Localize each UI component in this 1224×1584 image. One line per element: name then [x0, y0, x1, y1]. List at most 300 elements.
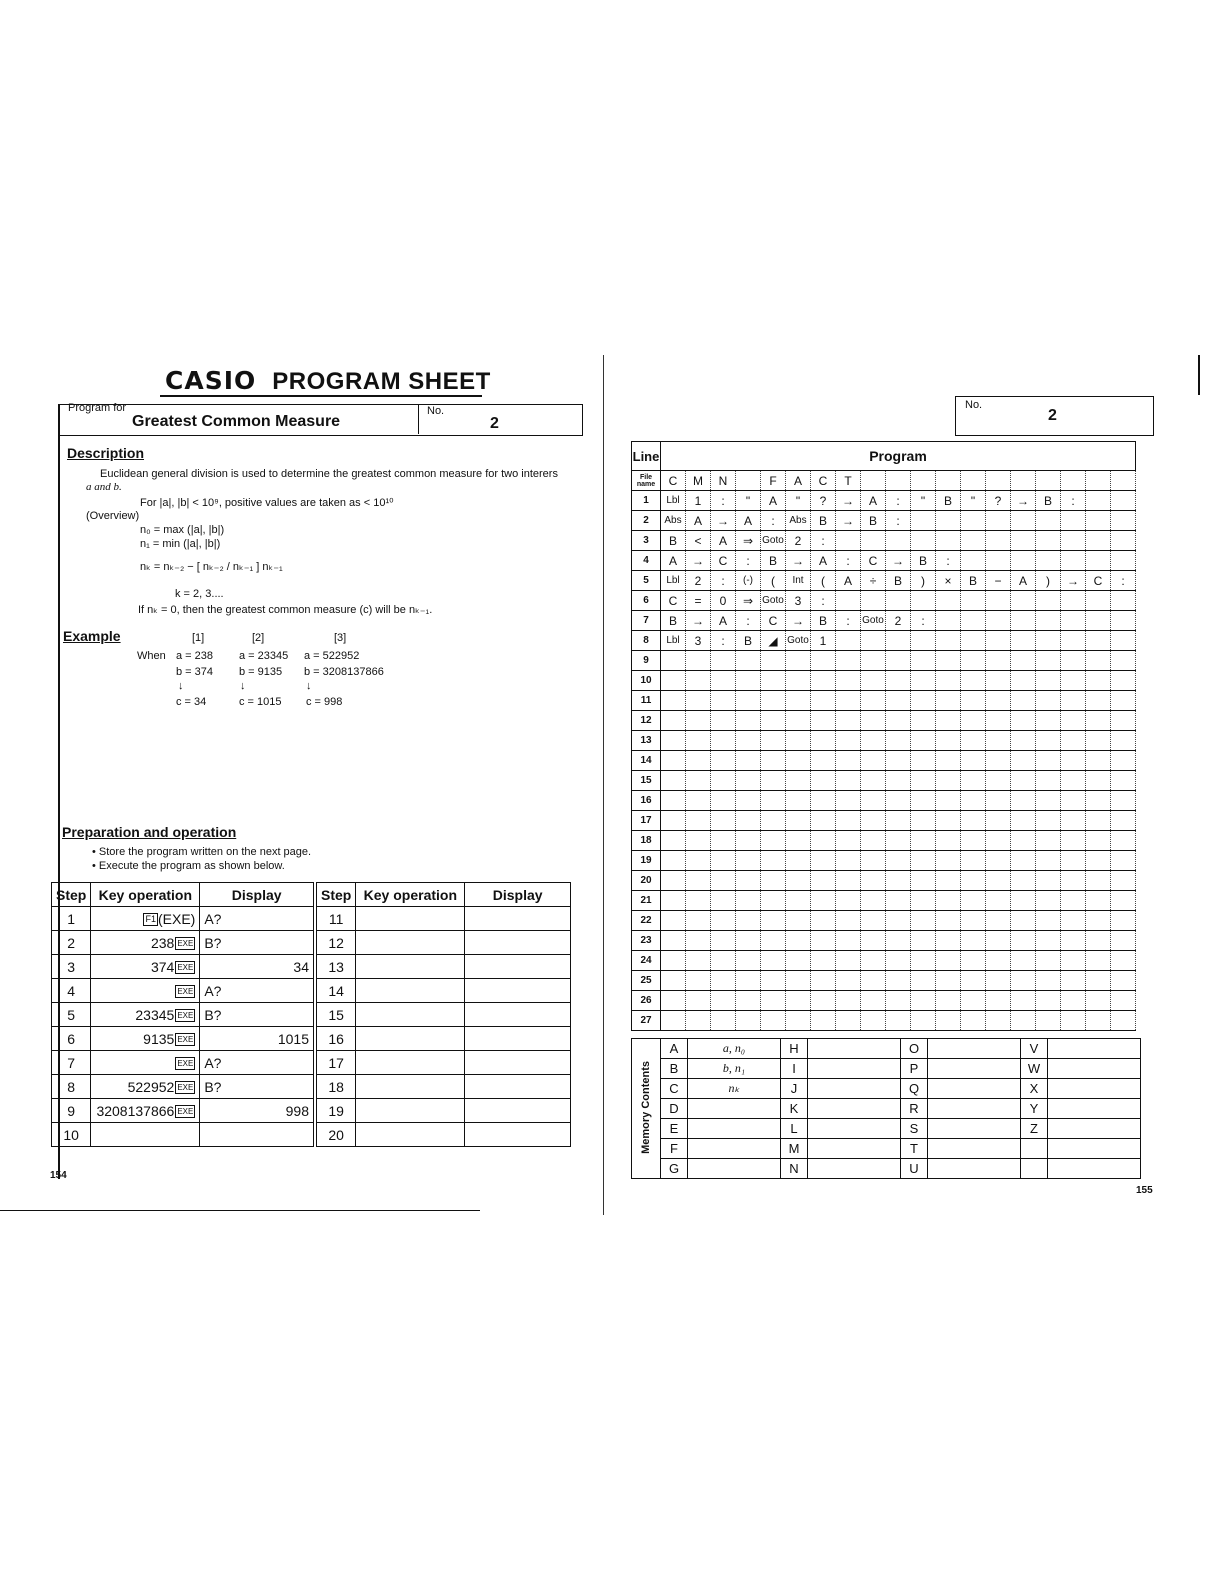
program-cell: [1111, 711, 1136, 731]
example-c: c = 998: [306, 696, 343, 708]
program-cell: [1061, 831, 1086, 851]
program-line: [632, 931, 1136, 951]
memory-contents-table: [631, 1038, 1141, 1179]
program-line: [632, 971, 1136, 991]
program-cell: C: [761, 611, 786, 631]
step-row: [52, 1003, 314, 1027]
memory-row: [632, 1039, 1141, 1059]
program-cell: [936, 911, 961, 931]
program-cell: →: [1011, 491, 1036, 511]
program-cell: [686, 651, 711, 671]
program-cell: 3: [786, 591, 811, 611]
program-cell: :: [736, 611, 761, 631]
program-cell: [886, 671, 911, 691]
program-cell: [761, 991, 786, 1011]
memory-variable: B: [661, 1059, 688, 1079]
program-cell: [936, 711, 961, 731]
memory-contents-label: Memory Contents: [640, 1060, 652, 1154]
program-cell: [786, 911, 811, 931]
program-cell: [711, 931, 736, 951]
program-cell: [686, 1011, 711, 1031]
program-cell: [861, 931, 886, 951]
program-line: [632, 651, 1136, 671]
program-cell: [736, 1011, 761, 1031]
program-cell: [761, 851, 786, 871]
program-cell: [1061, 1011, 1086, 1031]
program-cell: [961, 691, 986, 711]
program-cell: [1086, 931, 1111, 951]
step-row: [317, 907, 571, 931]
program-cell: [836, 751, 861, 771]
program-line: [632, 911, 1136, 931]
display-value: [465, 1003, 571, 1027]
program-cell: [911, 931, 936, 951]
step-number: 8: [52, 1075, 91, 1099]
program-cell: [986, 911, 1011, 931]
program-cell: [711, 811, 736, 831]
program-cell: [1061, 751, 1086, 771]
program-cell: :: [1111, 571, 1136, 591]
program-cell: [711, 851, 736, 871]
program-cell: [711, 651, 736, 671]
program-cell: [761, 771, 786, 791]
program-cell: [1111, 591, 1136, 611]
program-line: [632, 771, 1136, 791]
program-cell: [1011, 511, 1036, 531]
line-number: 21: [632, 891, 661, 911]
program-cell: 3: [686, 631, 711, 651]
program-cell: [986, 591, 1011, 611]
key-operation: [356, 955, 465, 979]
program-cell: B: [811, 511, 836, 531]
memory-value: [928, 1119, 1021, 1139]
program-line: [632, 951, 1136, 971]
key-operation: [91, 1003, 200, 1027]
memory-value: [928, 1079, 1021, 1099]
program-line: [632, 591, 1136, 611]
program-cell: [1061, 811, 1086, 831]
exe-key-icon: EXE: [177, 987, 194, 997]
program-cell: [1061, 771, 1086, 791]
memory-variable: T: [901, 1139, 928, 1159]
key-operation: [356, 1099, 465, 1123]
program-cell: [761, 791, 786, 811]
memory-value: [1048, 1139, 1141, 1159]
program-cell: [886, 531, 911, 551]
program-cell: [1086, 991, 1111, 1011]
program-cell: [1036, 791, 1061, 811]
program-cell: [861, 771, 886, 791]
step-number: 7: [52, 1051, 91, 1075]
display-value: [465, 979, 571, 1003]
display-header: Display: [465, 883, 571, 907]
no-value: 2: [490, 415, 499, 432]
program-cell: [936, 751, 961, 771]
program-cell: [886, 811, 911, 831]
example-col-label: [1]: [192, 632, 205, 644]
program-cell: [1011, 931, 1036, 951]
program-cell: [736, 651, 761, 671]
program-cell: ?: [986, 491, 1011, 511]
memory-variable: L: [781, 1119, 808, 1139]
program-cell: [1036, 831, 1061, 851]
no-value: 2: [1048, 407, 1057, 424]
program-cell: ): [911, 571, 936, 591]
memory-value: [808, 1119, 901, 1139]
program-cell: [1061, 551, 1086, 571]
program-cell: <: [686, 531, 711, 551]
program-cell: [836, 971, 861, 991]
step-number: 1: [52, 907, 91, 931]
program-cell: [686, 711, 711, 731]
program-cell: [686, 731, 711, 751]
program-cell: [1111, 651, 1136, 671]
program-cell: [911, 591, 936, 611]
program-cell: →: [786, 551, 811, 571]
program-cell: [811, 751, 836, 771]
program-cell: [1061, 711, 1086, 731]
program-cell: [961, 911, 986, 931]
program-cell: [1111, 831, 1136, 851]
program-cell: [1011, 711, 1036, 731]
program-cell: [986, 471, 1011, 491]
program-cell: A: [836, 571, 861, 591]
program-cell: [1111, 671, 1136, 691]
program-cell: →: [686, 611, 711, 631]
step-number: 10: [52, 1123, 91, 1147]
program-cell: [1086, 771, 1111, 791]
program-cell: [886, 831, 911, 851]
program-cell: Goto: [861, 611, 886, 631]
overview-label: (Overview): [86, 510, 140, 522]
key-operation: [91, 907, 200, 931]
program-cell: [736, 691, 761, 711]
memory-variable: G: [661, 1159, 688, 1179]
step-row: [52, 1027, 314, 1051]
program-cell: [661, 891, 686, 911]
program-cell: [1086, 671, 1111, 691]
program-line: [632, 571, 1136, 591]
program-cell: [961, 971, 986, 991]
program-cell: [911, 511, 936, 531]
program-cell: [1036, 551, 1061, 571]
program-cell: [911, 971, 936, 991]
program-cell: [986, 651, 1011, 671]
step-row: [52, 907, 314, 931]
line-number: 8: [632, 631, 661, 651]
program-cell: :: [711, 491, 736, 511]
program-cell: [936, 731, 961, 751]
page-number: 154: [50, 1170, 67, 1181]
program-cell: [936, 691, 961, 711]
program-cell: [861, 871, 886, 891]
program-line: [632, 471, 1136, 491]
program-cell: [861, 811, 886, 831]
key-text: 238: [150, 934, 175, 951]
step-row: [317, 1075, 571, 1099]
program-cell: [886, 1011, 911, 1031]
program-cell: [711, 751, 736, 771]
program-line: [632, 491, 1136, 511]
program-cell: [811, 1011, 836, 1031]
memory-value: b, n₁: [688, 1059, 781, 1079]
program-cell: [1061, 611, 1086, 631]
program-cell: [786, 931, 811, 951]
program-cell: [1036, 991, 1061, 1011]
memory-contents-label-cell: [632, 1039, 661, 1179]
program-cell: [736, 811, 761, 831]
program-cell: [1086, 691, 1111, 711]
memory-value: [808, 1159, 901, 1179]
program-cell: [986, 831, 1011, 851]
program-line: [632, 551, 1136, 571]
program-cell: [811, 911, 836, 931]
step-number: 6: [52, 1027, 91, 1051]
program-cell: [1036, 851, 1061, 871]
program-cell: [911, 531, 936, 551]
program-cell: [661, 691, 686, 711]
program-cell: 2: [686, 571, 711, 591]
example-a: a = 522952: [304, 650, 360, 662]
program-cell: [1011, 951, 1036, 971]
step-number: 11: [317, 907, 356, 931]
program-cell: [986, 531, 1011, 551]
display-value: [465, 931, 571, 955]
key-operation-header: Key operation: [91, 883, 200, 907]
program-cell: [661, 831, 686, 851]
display-value: [465, 1099, 571, 1123]
memory-variable: A: [661, 1039, 688, 1059]
program-cell: Goto: [761, 531, 786, 551]
memory-value: [928, 1159, 1021, 1179]
memory-variable: Q: [901, 1079, 928, 1099]
steps-table-right: [316, 882, 571, 1147]
program-cell: [836, 791, 861, 811]
memory-variable: R: [901, 1099, 928, 1119]
program-cell: [1061, 531, 1086, 551]
program-cell: [686, 751, 711, 771]
program-cell: :: [811, 591, 836, 611]
program-cell: C: [661, 591, 686, 611]
program-cell: [686, 771, 711, 791]
key-text: 9135: [143, 1030, 175, 1047]
program-cell: [761, 931, 786, 951]
memory-value: [808, 1139, 901, 1159]
program-cell: [761, 651, 786, 671]
program-cell: [936, 771, 961, 791]
program-cell: [936, 831, 961, 851]
program-cell: [836, 891, 861, 911]
key-operation: [91, 1051, 200, 1075]
program-cell: [711, 671, 736, 691]
program-cell: [986, 951, 1011, 971]
program-cell: [986, 631, 1011, 651]
program-cell: [1011, 731, 1036, 751]
program-line: [632, 811, 1136, 831]
program-cell: [961, 511, 986, 531]
program-cell: [961, 551, 986, 571]
program-cell: [911, 831, 936, 851]
program-cell: [1086, 971, 1111, 991]
program-cell: [811, 971, 836, 991]
program-cell: [886, 851, 911, 871]
program-cell: [861, 971, 886, 991]
line-number: 24: [632, 951, 661, 971]
program-cell: [661, 791, 686, 811]
program-cell: [861, 671, 886, 691]
key-operation: [356, 979, 465, 1003]
step-row: [52, 1075, 314, 1099]
program-cell: [711, 1011, 736, 1031]
program-cell: [1036, 931, 1061, 951]
line-number: 22: [632, 911, 661, 931]
program-cell: [836, 911, 861, 931]
program-cell: [1011, 631, 1036, 651]
program-cell: :: [936, 551, 961, 571]
program-cell: [986, 871, 1011, 891]
memory-value: [688, 1159, 781, 1179]
program-cell: [886, 891, 911, 911]
exe-key-icon: EXE: [177, 1083, 194, 1093]
program-cell: [936, 591, 961, 611]
program-cell: [986, 851, 1011, 871]
program-cell: [911, 711, 936, 731]
program-cell: [686, 831, 711, 851]
program-cell: (: [761, 571, 786, 591]
program-cell: (-): [736, 571, 761, 591]
example-b: b = 9135: [239, 666, 283, 678]
step-number: 16: [317, 1027, 356, 1051]
step-number: 13: [317, 955, 356, 979]
key-text: 522952: [127, 1078, 175, 1095]
program-cell: [936, 611, 961, 631]
program-cell: [936, 971, 961, 991]
program-cell: :: [836, 611, 861, 631]
program-cell: [1036, 671, 1061, 691]
program-cell: [1011, 611, 1036, 631]
program-cell: [836, 711, 861, 731]
memory-variable: P: [901, 1059, 928, 1079]
no-label: No.: [965, 399, 983, 411]
program-cell: [1036, 711, 1061, 731]
program-cell: [961, 811, 986, 831]
down-arrow-icon: ↓: [178, 680, 184, 692]
program-cell: [961, 931, 986, 951]
program-cell: [1036, 911, 1061, 931]
program-cell: [1061, 991, 1086, 1011]
step-number: 5: [52, 1003, 91, 1027]
program-cell: [911, 811, 936, 831]
program-cell: [686, 851, 711, 871]
program-cell: [836, 831, 861, 851]
program-cell: [986, 611, 1011, 631]
program-cell: [761, 911, 786, 931]
program-cell: →: [711, 511, 736, 531]
program-cell: [1011, 531, 1036, 551]
program-line: [632, 611, 1136, 631]
program-cell: [1086, 811, 1111, 831]
step-number: 15: [317, 1003, 356, 1027]
program-line: [632, 751, 1136, 771]
program-cell: [736, 731, 761, 751]
program-table: [631, 441, 1136, 1031]
casio-logo: CASIO: [165, 366, 257, 395]
program-cell: ◢: [761, 631, 786, 651]
program-cell: [961, 791, 986, 811]
program-line: [632, 531, 1136, 551]
program-cell: A: [861, 491, 886, 511]
program-cell: [861, 731, 886, 751]
program-cell: Abs: [661, 511, 686, 531]
memory-variable: K: [781, 1099, 808, 1119]
program-cell: [786, 751, 811, 771]
program-cell: [761, 711, 786, 731]
program-line: [632, 671, 1136, 691]
program-cell: :: [886, 511, 911, 531]
program-cell: [936, 671, 961, 691]
program-cell: [936, 511, 961, 531]
program-cell: [1061, 911, 1086, 931]
step-row: [317, 979, 571, 1003]
program-cell: [1061, 951, 1086, 971]
program-cell: [836, 811, 861, 831]
program-cell: [861, 991, 886, 1011]
program-cell: [1061, 631, 1086, 651]
memory-value: [928, 1139, 1021, 1159]
program-cell: [1086, 491, 1111, 511]
step-header: Step: [317, 883, 356, 907]
program-cell: [836, 531, 861, 551]
program-cell: [836, 651, 861, 671]
program-cell: [861, 891, 886, 911]
program-cell: =: [686, 591, 711, 611]
program-cell: F: [761, 471, 786, 491]
program-cell: [961, 711, 986, 731]
key-operation: [91, 1123, 200, 1147]
program-cell: [1036, 871, 1061, 891]
program-cell: [736, 991, 761, 1011]
program-cell: [836, 631, 861, 651]
program-cell: [761, 751, 786, 771]
key-text: 374: [150, 958, 175, 975]
program-cell: B: [811, 611, 836, 631]
header-divider: [418, 404, 419, 434]
program-cell: [811, 951, 836, 971]
program-cell: [736, 831, 761, 851]
program-cell: [961, 651, 986, 671]
program-cell: [711, 771, 736, 791]
program-cell: [1111, 891, 1136, 911]
description-line: a and b.: [86, 481, 122, 493]
title-underline: [160, 395, 482, 397]
program-cell: ": [736, 491, 761, 511]
memory-variable: J: [781, 1079, 808, 1099]
program-cell: ": [961, 491, 986, 511]
program-cell: [1011, 471, 1036, 491]
program-cell: [686, 811, 711, 831]
step-number: 20: [317, 1123, 356, 1147]
program-cell: [786, 951, 811, 971]
memory-variable: D: [661, 1099, 688, 1119]
program-cell: [911, 1011, 936, 1031]
memory-value: [1048, 1079, 1141, 1099]
example-c: c = 34: [176, 696, 207, 708]
program-cell: [986, 711, 1011, 731]
program-line: [632, 831, 1136, 851]
program-cell: [661, 911, 686, 931]
memory-value: [808, 1059, 901, 1079]
program-line: [632, 871, 1136, 891]
